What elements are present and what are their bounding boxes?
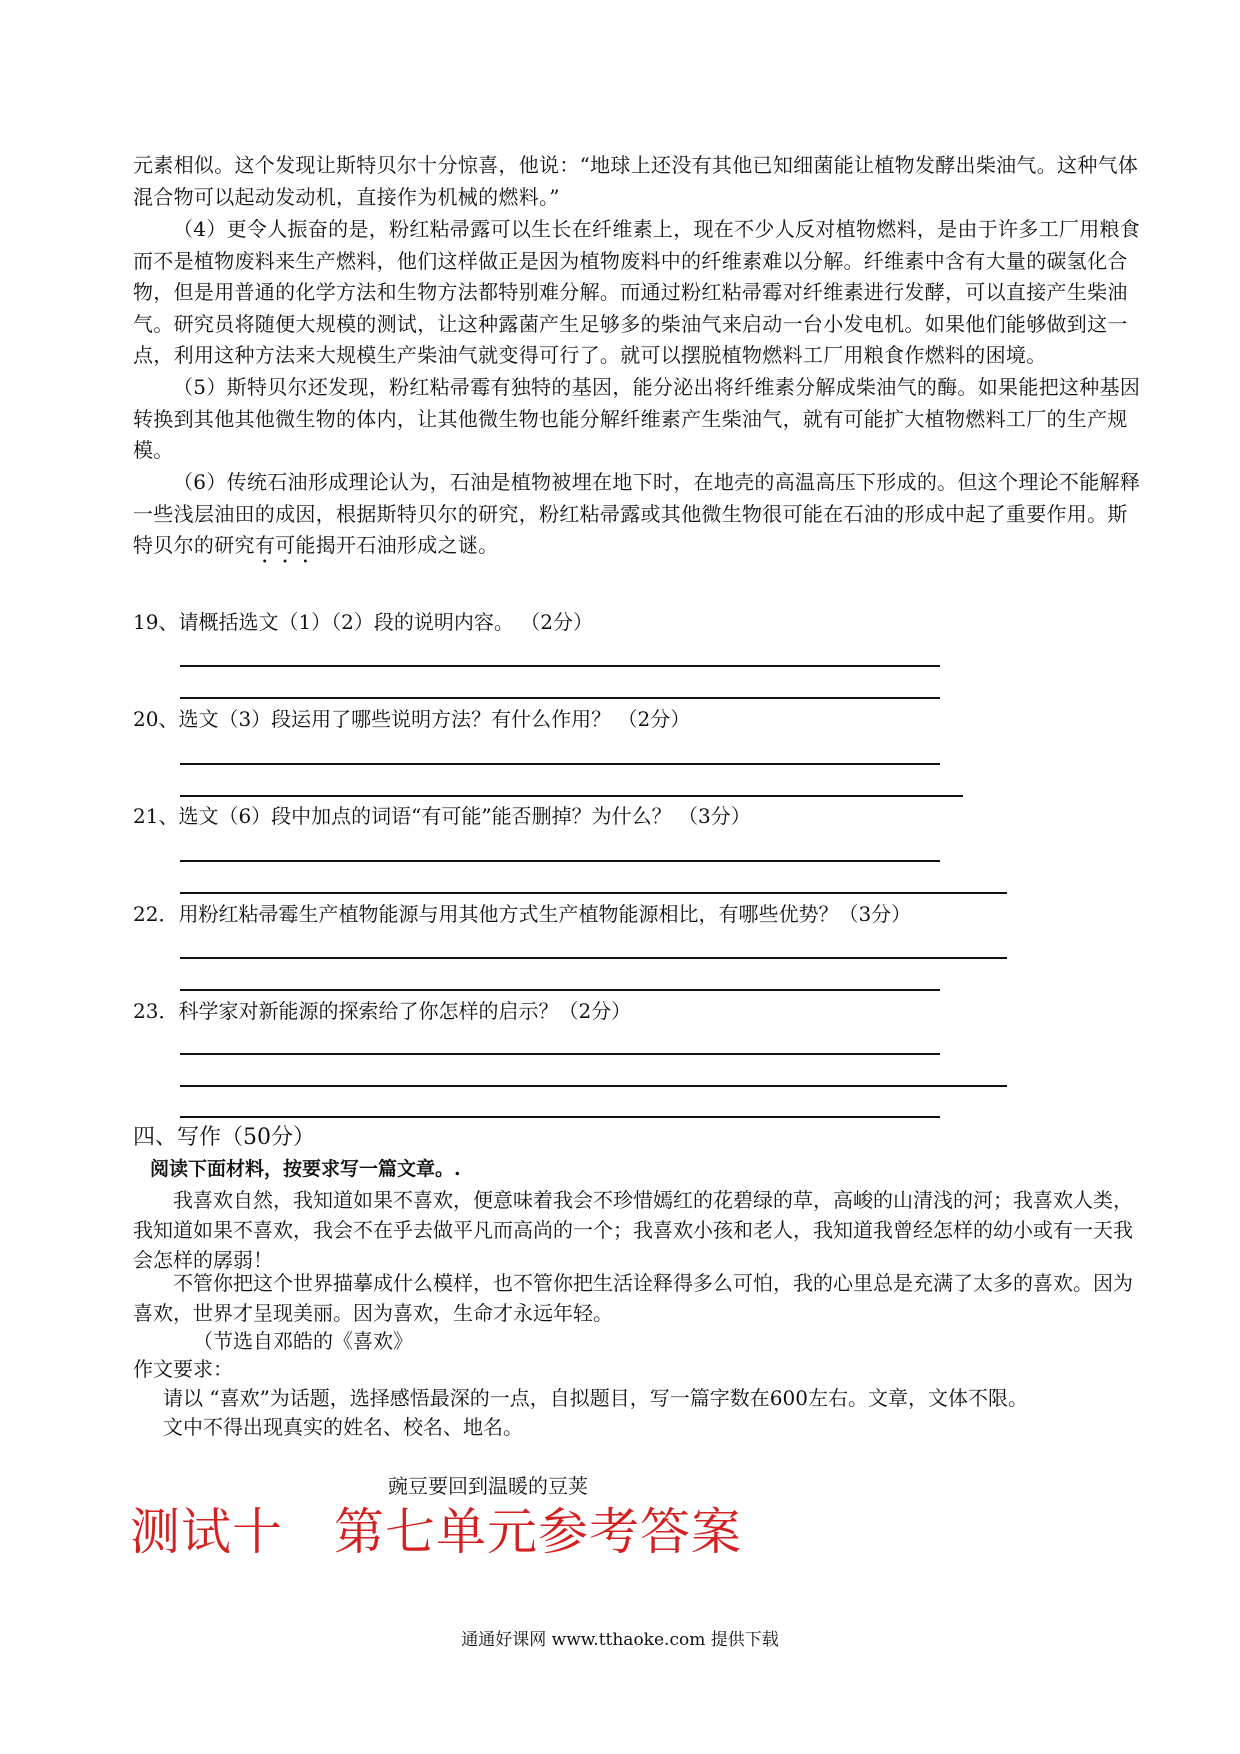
footer-text: 通通好课网 www.tthaoke.com 提供下载 xyxy=(461,1630,779,1650)
passage-paragraph-6-text-b: 揭开石油形成之谜。 xyxy=(315,533,499,557)
question-19: 19、请概括选文（1）（2）段的说明内容。 （2分） xyxy=(133,610,593,634)
answer-line-21-1[interactable] xyxy=(180,860,940,862)
writing-instruction: 阅读下面材料，按要求写一篇文章。. xyxy=(150,1158,461,1180)
passage-paragraph-6-text-a: （6）传统石油形成理论认为，石油是植物被埋在地下时，在地壳的高温高压下形成的。但这个理论不能解释一些浅层油田的成因，根据斯特贝尔的研究，粉红粘帚露或其他微生物很可能在石油的形成中起了重要作用。斯特贝尔的研究 xyxy=(133,470,1141,557)
emphasized-word: 有可能 xyxy=(254,533,316,557)
next-text-title: 豌豆要回到温暖的豆荚 xyxy=(388,1474,588,1498)
passage-paragraph-5: （5）斯特贝尔还发现，粉红粘帚霉有独特的基因，能分泌出将纤维素分解成柴油气的酶。如果能把这种基因转换到其他其他微生物的体内，让其他微生物也能分解纤维素产生柴油气，就有可能扩大植物燃料工厂的生产规模。 xyxy=(133,375,1141,462)
answer-line-22-1[interactable] xyxy=(180,957,1007,959)
answer-line-23-2[interactable] xyxy=(180,1085,1007,1087)
material-paragraph-2: 不管你把这个世界描摹成什么模样，也不管你把生活诠释得多么可怕，我的心里总是充满了太多的喜欢。因为喜欢，世界才呈现美丽。因为喜欢，生命才永远年轻。 xyxy=(133,1271,1133,1325)
passage-paragraph-6 xyxy=(133,467,1145,568)
answer-line-22-2[interactable] xyxy=(180,989,940,991)
requirement-1: 请以 “喜欢”为话题，选择感悟最深的一点，自拟题目，写一篇字数在600左右。文章，文体不限。 xyxy=(163,1386,1028,1410)
answer-line-21-2[interactable] xyxy=(180,892,1007,894)
test-title: 测试十 第七单元参考答案 xyxy=(130,1504,742,1560)
material-source: （节选自邓皓的《喜欢》 xyxy=(193,1329,413,1353)
answer-line-20-2[interactable] xyxy=(180,795,963,797)
question-23: 23．科学家对新能源的探索给了你怎样的启示？（2分） xyxy=(133,999,632,1023)
passage-paragraph-continued: 元素相似。这个发现让斯特贝尔十分惊喜，他说：“地球上还没有其他已知细菌能让植物发酵出柴油气。这种气体混合物可以起动发动机，直接作为机械的燃料。” xyxy=(133,153,1139,209)
passage-paragraph-4: （4）更令人振奋的是，粉红粘帚露可以生长在纤维素上，现在不少人反对植物燃料，是由于许多工厂用粮食而不是植物废料来生产燃料，他们这样做正是因为植物废料中的纤维素难以分解。纤维素中含有大量的碳氢化合物，但是用普通的化学方法和生物方法都特别难分解。而通过粉红粘帚霉对纤维素进行发酵，可以直接产生柴油 气。研究员将随便大规模的测试，让这种露菌产生足够多的柴油气来启动一台小发电机。如果他们能够做到这一点，利用这种方法来大规模生产柴油气就变得可行了。就可以摆脱植物燃料工厂用粮食作燃料的困境。 xyxy=(133,217,1149,367)
answer-line-19-2[interactable] xyxy=(180,697,940,699)
requirements-label: 作文要求： xyxy=(133,1357,233,1381)
question-21: 21、选文（6）段中加点的词语“有可能”能否删掉？为什么？ （3分） xyxy=(133,804,751,828)
question-22: 22．用粉红粘帚霉生产植物能源与用其他方式生产植物能源相比，有哪些优势？（3分） xyxy=(133,902,912,926)
answer-line-20-1[interactable] xyxy=(180,763,940,765)
answer-line-23-1[interactable] xyxy=(180,1053,940,1055)
question-20: 20、选文（3）段运用了哪些说明方法？有什么作用？ （2分） xyxy=(133,707,691,731)
material-paragraph-1: 我喜欢自然，我知道如果不喜欢，便意味着我会不珍惜嫣红的花碧绿的草，高峻的山清浅的河；我喜欢人类，我知道如果不喜欢，我会不在乎去做平凡而高尚的一个；我喜欢小孩和老人，我知道我曾经怎样的幼小或有一天我会怎样的孱弱！ xyxy=(133,1188,1133,1272)
answer-line-23-3[interactable] xyxy=(180,1116,940,1118)
writing-section-heading: 四、写作（50分） xyxy=(133,1125,315,1150)
answer-line-19-1[interactable] xyxy=(180,665,940,667)
requirement-2: 文中不得出现真实的姓名、校名、地名。 xyxy=(163,1415,523,1439)
